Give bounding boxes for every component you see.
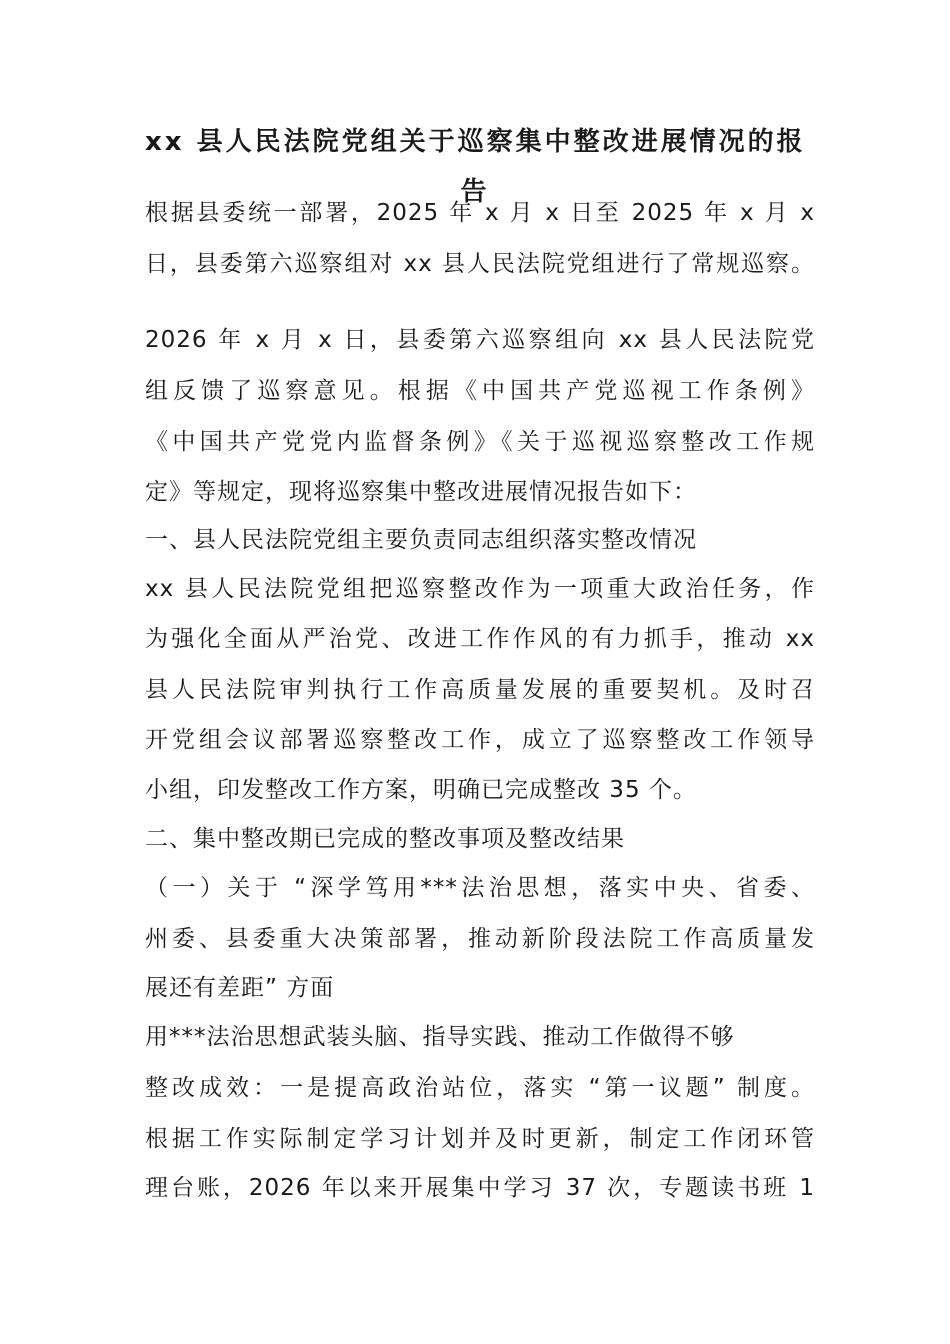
- issue-line: 用***法治思想武装头脑、指导实践、推动工作做得不够: [145, 1024, 735, 1050]
- section-heading-1: 一、县人民法院党组主要负责同志组织落实整改情况: [145, 527, 697, 553]
- body-line-8: xx 县人民法院党组把巡察整改作为一项重大政治任务，作: [145, 576, 815, 602]
- body-line-9: 为强化全面从严治党、改进工作作风的有力抓手，推动 xx: [145, 626, 815, 652]
- body-line-12: 小组，印发整改工作方案，明确已完成整改 35 个。: [145, 777, 697, 803]
- subsection-heading-line-3: 展还有差距” 方面: [145, 975, 335, 1001]
- subsection-heading-line-2: 州委、县委重大决策部署，推动新阶段法院工作高质量发: [145, 926, 815, 952]
- body-line-1: 根据县委统一部署，2025 年 x 月 x 日至 2025 年 x 月 x: [145, 200, 815, 226]
- document-title-line-1: xx 县人民法院党组关于巡察集中整改进展情况的报: [145, 127, 806, 157]
- body-line-10: 县人民法院审判执行工作高质量发展的重要契机。及时召: [145, 677, 815, 703]
- body-line-19: 根据工作实际制定学习计划并及时更新，制定工作闭环管: [145, 1126, 815, 1152]
- body-line-6: 定》等规定，现将巡察集中整改进展情况报告如下：: [145, 479, 697, 505]
- body-line-18: 整改成效：一是提高政治站位，落实 “第一议题” 制度。: [145, 1075, 815, 1101]
- section-heading-2: 二、集中整改期已完成的整改事项及整改结果: [145, 826, 625, 852]
- body-line-20: 理台账，2026 年以来开展集中学习 37 次，专题读书班 1: [145, 1175, 815, 1201]
- body-line-2: 日，县委第六巡察组对 xx 县人民法院党组进行了常规巡察。: [145, 251, 815, 277]
- body-line-3: 2026 年 x 月 x 日，县委第六巡察组向 xx 县人民法院党: [145, 327, 815, 353]
- body-line-5: 《中国共产党党内监督条例》《关于巡视巡察整改工作规: [145, 429, 815, 455]
- subsection-heading-line-1: （一）关于 “深学笃用***法治思想，落实中央、省委、: [145, 875, 815, 901]
- body-line-11: 开党组会议部署巡察整改工作，成立了巡察整改工作领导: [145, 727, 815, 753]
- body-line-4: 组反馈了巡察意见。根据《中国共产党巡视工作条例》: [145, 378, 815, 404]
- document-title-line-2: 告: [460, 177, 490, 207]
